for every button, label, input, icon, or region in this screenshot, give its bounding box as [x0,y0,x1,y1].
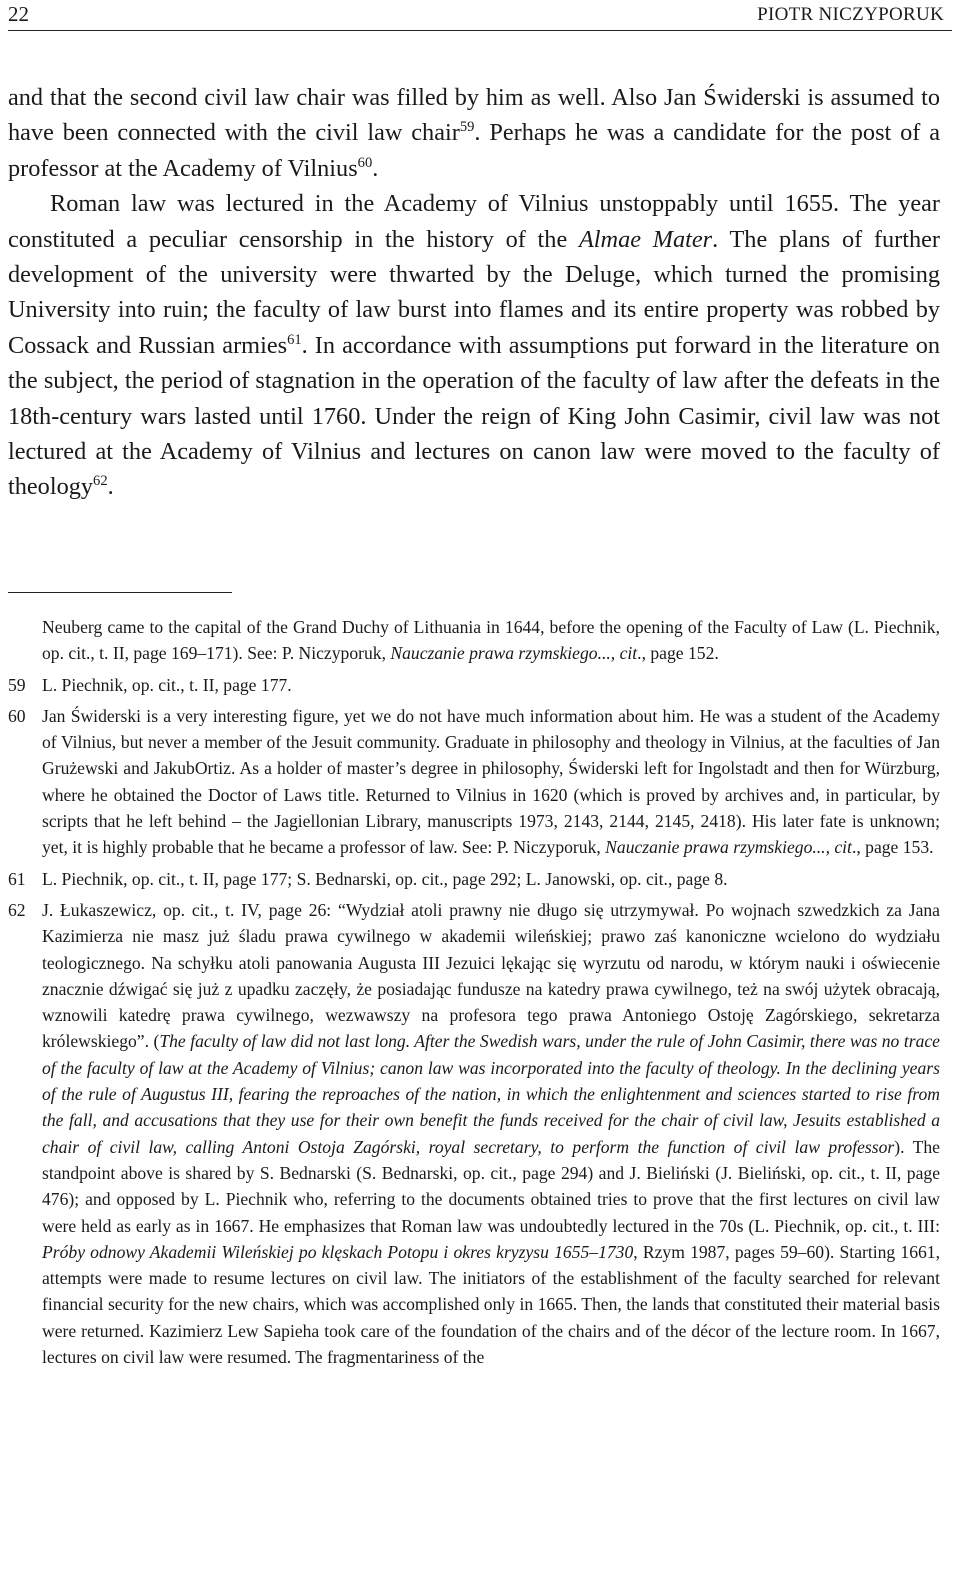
page-number: 22 [8,2,29,26]
footnote-continuation [8,614,940,667]
footnote-number: 62 [8,899,26,920]
footnote-text: L. Piechnik, op. cit., t. II, page 177; S. Bednarski, op. cit., page 292; L. Janowski, op. cit., page 8. [42,868,728,889]
body-paragraph: and that the second civil law chair was filled by him as well. Also Jan Świderski is assumed to have been connected with the civil law chair$^{59}$. Perhaps he was a candidate for the post of a professor at the Academy of Vilnius$^{60}$. [8,84,940,182]
footnote-60 [8,703,940,861]
footnote-62 [8,897,940,1370]
footnote-ref[interactable]: 61 [287,331,302,348]
body-paragraph: Roman law was lectured in the Academy of Vilnius unstoppably until 1655. The year constituted a peculiar censorship in the history of the Almae Mater. The plans of further development of the university were thwarted by the Deluge, which turned the promising University into ruin; the faculty of law burst into flames and its entire property was robbed by Cossack and Russian armies$^{61}$. In accordance with assumptions put forward in the literature on the subject, the period of stagnation in the operation of the faculty of law after the defeats in the 18th-century wars lasted until 1760. Under the reign of King John Casimir, civil law was not lectured at the Academy of Vilnius and lectures on canon law were moved to the faculty of theology$^{62}$. [8,190,941,501]
footnote-text: J. Łukaszewicz, op. cit., t. IV, page 26: “Wydział atoli prawny nie długo się utrzymywał. Po wojnach szwedzkich za Jana Kazimierza nie masz już śladu prawa cywilnego w akademii wileńskiej; prawo zaś kanoniczne wcielono do wydziału teologicznego. Na schyłku atoli panowania Augusta III Jezuici lękając się wyrzutu od narodu, w którym nauki i oświecenie znacznie dźwigać się już z upadku zaczęły, że posiadając fundusze na katedry prawa cywilnego, też na swój użytek obracają, wznowili katedrę prawa cywilnego, wezwawszy na profesora tego prawa Antoniego Ostoję Zagórskiego, sekretarza królewskiego”. (The faculty of law did not last long. After the Swedish wars, under the rule of John Casimir, there was no trace of the faculty of law at the Academy of Vilnius; canon law was incorporated into the faculty of theology. In the declining years of the rule of Augustus III, fearing the reproaches of the nation, in which the enlightenment and sciences started to rise from the fall, and accusations that they use for their own benefit the funds received for the chair of civil law, Jesuits established a chair of civil law, calling Antoni Ostoja Zagórski, royal secretary, to perform the function of civil law professor). The standpoint above is shared by S. Bednarski (S. Bednarski, op. cit., page 294) and J. Bieliński (J. Bieliński, op. cit., t. II, page 476); and opposed by L. Piechnik who, referring to the documents obtained tries to prove that the first lectures on civil law were held as early as in 1667. He emphasizes that Roman law was undoubtedly lectured in the 70s (L. Piechnik, op. cit., t. III: Próby odnowy Akademii Wileńskiej po klęskach Potopu i okres kryzysu 1655–1730, Rzym 1987, pages 59–60). Starting 1661, attempts were made to resume lectures on civil law. The initiators of the establishment of the faculty searched for relevant financial security for the new chairs, which was accomplished only in 1665. Then, the lands that constituted their material basis were returned. Kazimierz Lew Sapieha took care of the foundation of the chairs and of the décor of the lecture room. In 1667, lectures on civil law were resumed. The fragmentariness of the [42,899,941,1368]
footnote-text: Neuberg came to the capital of the Grand Duchy of Lithuania in 1644, before the opening of the Faculty of Law (L. Piechnik, op. cit., t. II, page 169–171). See: P. Niczyporuk, Nauczanie prawa rzymskiego..., cit., page 152. [42,617,940,664]
running-head: PIOTR NICZYPORUK [757,4,944,25]
footnote-text: L. Piechnik, op. cit., t. II, page 177. [42,674,292,695]
footnote-separator [8,592,232,593]
footnote-61 [8,866,940,892]
footnote-59 [8,672,940,698]
footnote-ref[interactable]: 59 [459,119,475,136]
footnote-ref[interactable]: 60 [357,154,373,171]
footnote-number: 60 [8,705,26,726]
page-header [8,0,952,31]
main-text [8,80,940,505]
footnotes [8,614,940,1375]
footnote-ref[interactable]: 62 [93,473,108,490]
footnote-number: 59 [8,674,26,695]
footnote-number: 61 [8,868,26,889]
footnote-text: Jan Świderski is a very interesting figure, yet we do not have much information about him. He was a student of the Academy of Vilnius, but never a member of the Jesuit community. Graduate in philosophy and theology in Vilnius, at the faculties of Jan Grużewski and JakubOrtiz. As a holder of master’s degree in philosophy, Świderski left for Ingolstadt and then for Würzburg, where he obtained the Doctor of Laws title. Returned to Vilnius in 1620 (which is proved by archives and, in particular, by scripts that he left behind – the Jagiellonian Library, manuscripts 1973, 2143, 2144, 2145, 2418). His later fate is unknown; yet, it is highly probable that he became a professor of law. See: P. Niczyporuk, Nauczanie prawa rzymskiego..., cit., page 153. [42,705,940,858]
